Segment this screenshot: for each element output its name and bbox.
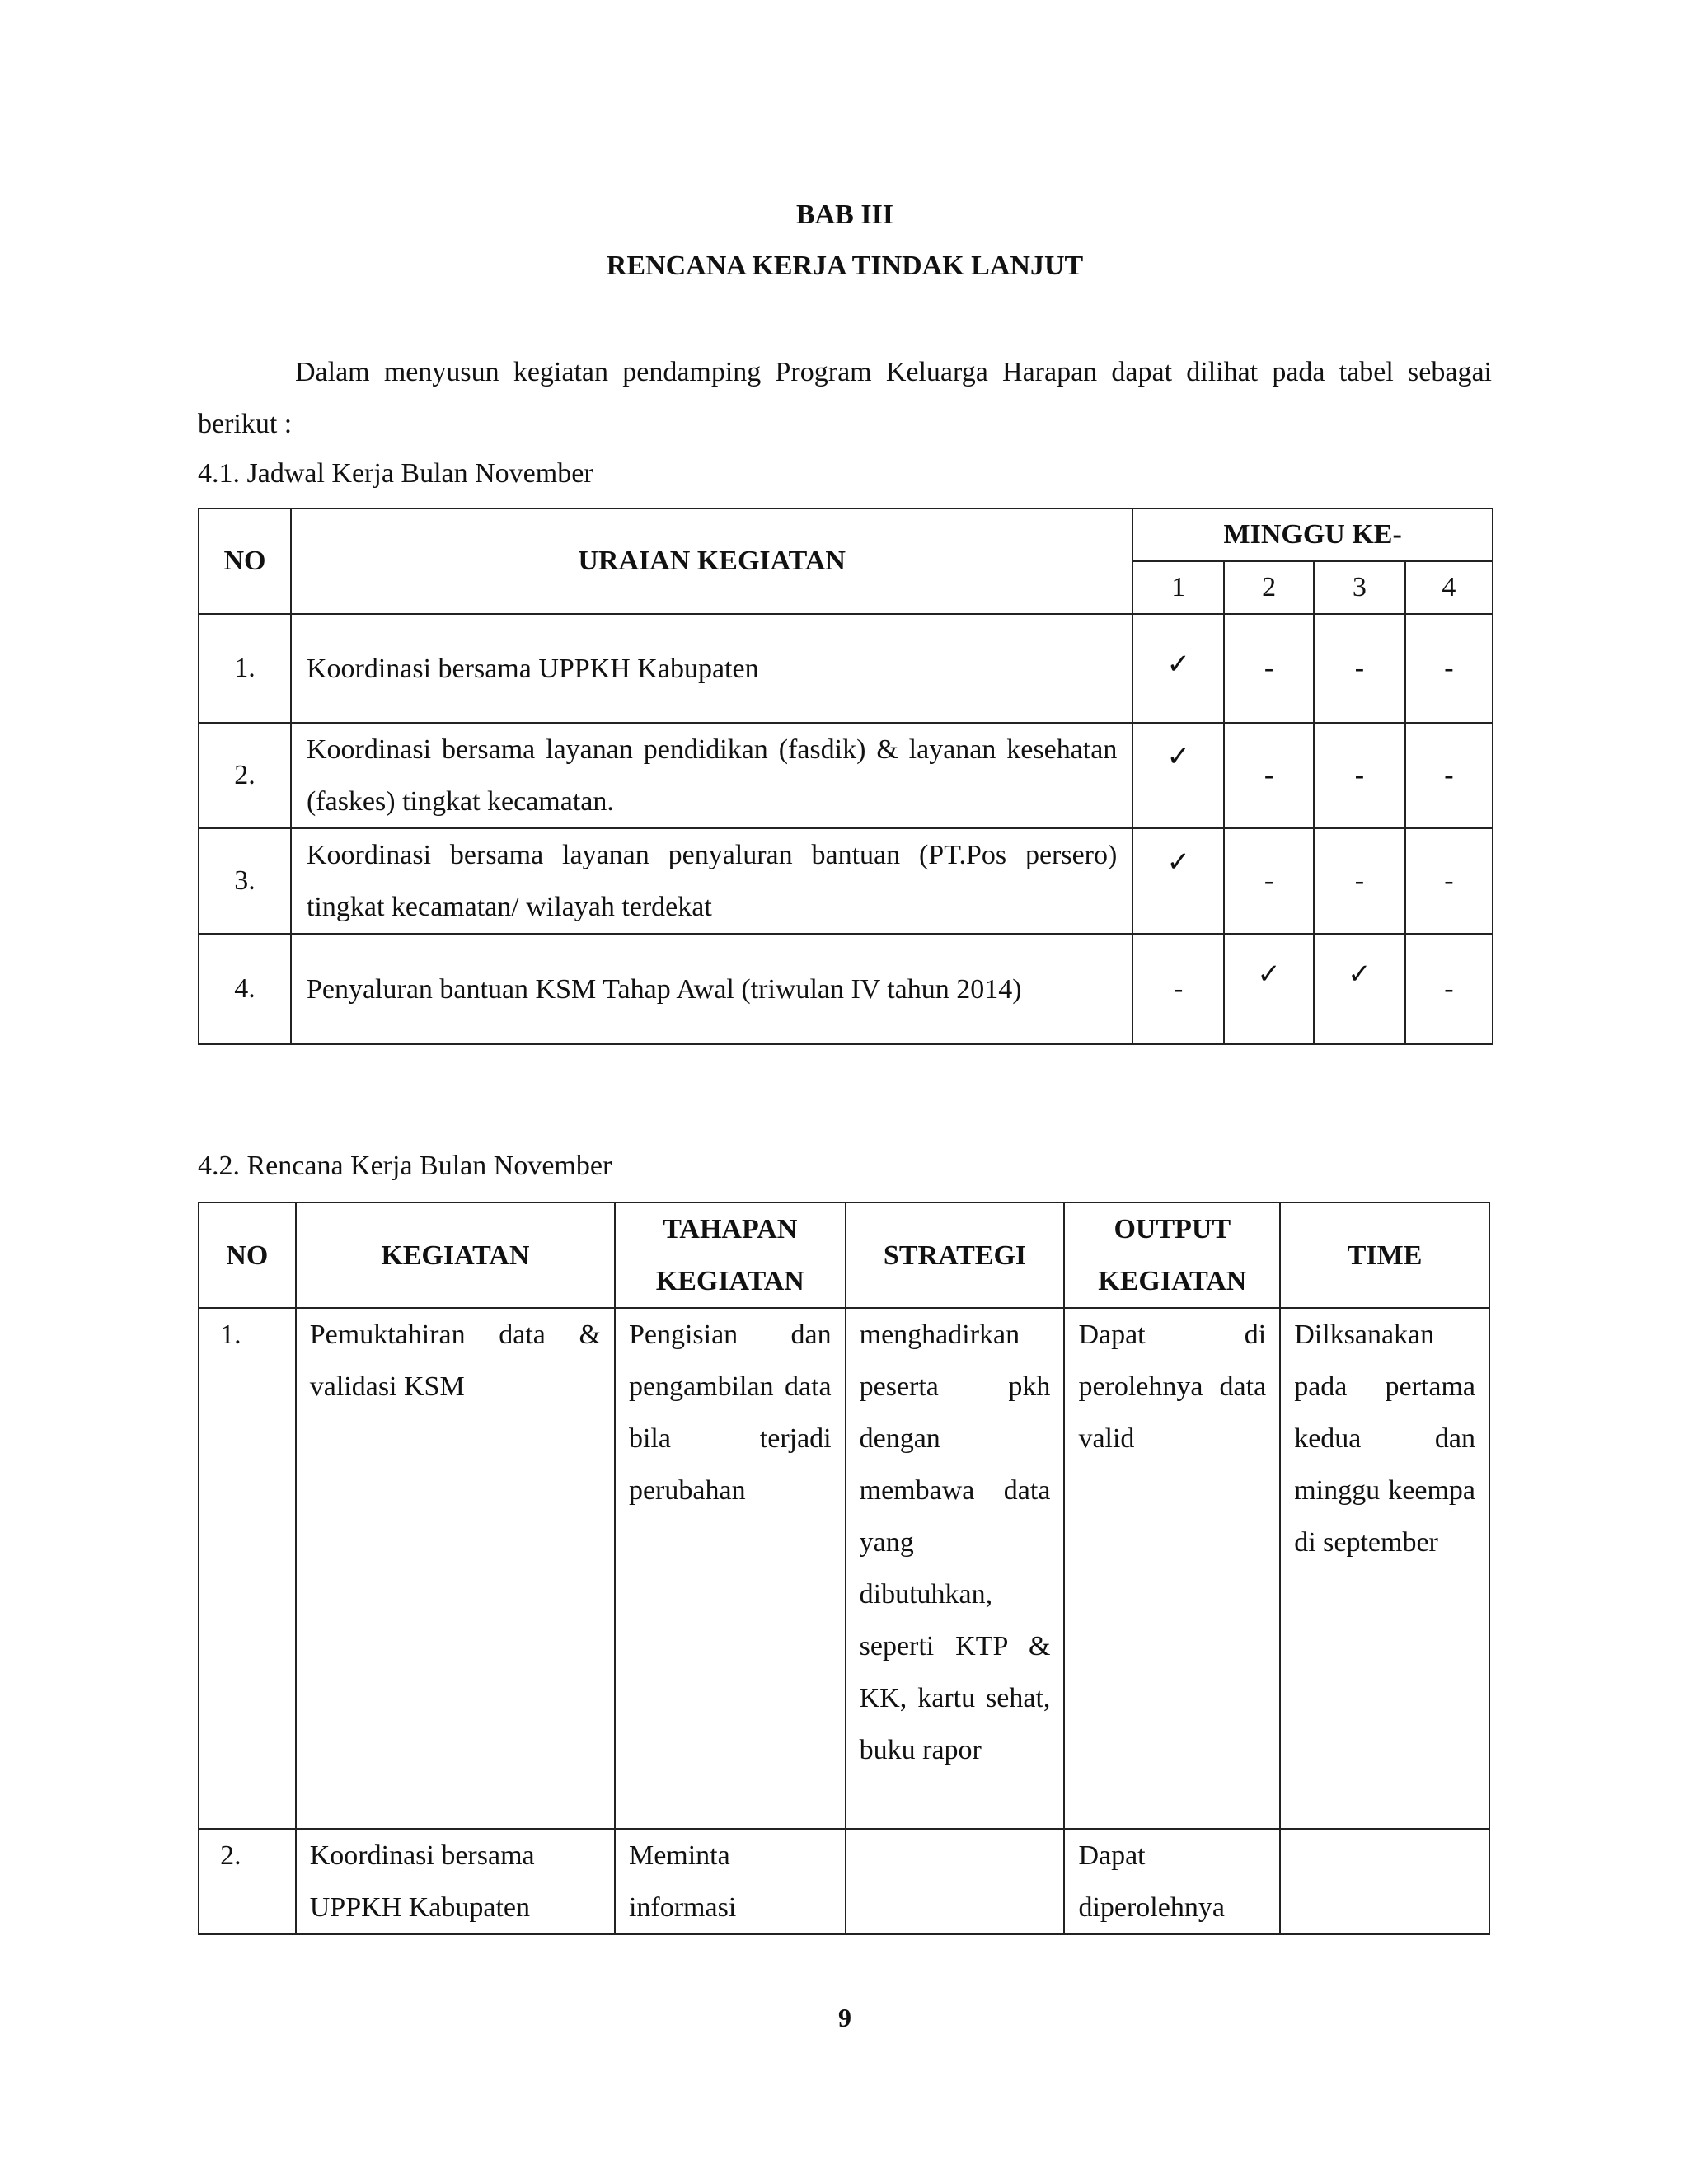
row-no: 3.	[199, 828, 291, 934]
header-week-4: 4	[1405, 561, 1493, 614]
header-no: NO	[199, 509, 291, 614]
row-output: Dapat di perolehnya data valid	[1064, 1308, 1280, 1829]
dash-mark: -	[1405, 614, 1493, 723]
row-strategi	[846, 1829, 1065, 1934]
dash-mark: -	[1405, 828, 1493, 934]
header-week-3: 3	[1314, 561, 1405, 614]
header-week-1: 1	[1132, 561, 1224, 614]
header-tahapan: TAHAPAN KEGIATAN	[615, 1202, 846, 1308]
dash-mark: -	[1405, 934, 1493, 1044]
row-output: Dapat diperolehnya	[1064, 1829, 1280, 1934]
table-row	[199, 723, 1493, 828]
section2-caption: 4.2. Rencana Kerja Bulan November	[198, 1151, 612, 1181]
table-row	[199, 934, 1493, 1044]
row-no: 2.	[199, 723, 291, 828]
row-no: 1.	[199, 1308, 296, 1829]
header-uraian: URAIAN KEGIATAN	[291, 509, 1132, 614]
check-icon: ✓	[1314, 934, 1405, 1044]
check-icon: ✓	[1224, 934, 1314, 1044]
row-uraian: Koordinasi bersama UPPKH Kabupaten	[291, 614, 1132, 723]
table-row	[199, 614, 1493, 723]
table-row	[199, 1308, 1489, 1829]
header-strategi: STRATEGI	[846, 1202, 1065, 1308]
header-week-2: 2	[1224, 561, 1314, 614]
dash-mark: -	[1314, 614, 1405, 723]
row-strategi: menghadirkan peserta pkh dengan membawa data yang dibutuhkan, seperti KTP & KK, kartu sehat, buku rapor	[846, 1308, 1065, 1829]
row-no: 4.	[199, 934, 291, 1044]
dash-mark: -	[1224, 614, 1314, 723]
row-time	[1280, 1829, 1489, 1934]
check-icon: ✓	[1132, 723, 1224, 828]
row-kegiatan: Koordinasi bersama UPPKH Kabupaten	[296, 1829, 615, 1934]
header-kegiatan: KEGIATAN	[296, 1202, 615, 1308]
page-number: 9	[838, 2003, 851, 2032]
plan-table	[198, 1202, 1490, 1935]
dash-mark: -	[1314, 828, 1405, 934]
dash-mark: -	[1132, 934, 1224, 1044]
header-minggu: MINGGU KE-	[1132, 509, 1493, 561]
table-row	[199, 828, 1493, 934]
chapter-title: RENCANA KERJA TINDAK LANJUT	[606, 251, 1084, 281]
header-no: NO	[199, 1202, 296, 1308]
dash-mark: -	[1224, 723, 1314, 828]
table-row	[199, 1829, 1489, 1934]
row-no: 2.	[199, 1829, 296, 1934]
row-no: 1.	[199, 614, 291, 723]
header-time: TIME	[1280, 1202, 1489, 1308]
row-kegiatan: Pemuktahiran data & validasi KSM	[296, 1308, 615, 1829]
dash-mark: -	[1405, 723, 1493, 828]
row-uraian: Penyaluran bantuan KSM Tahap Awal (triwulan IV tahun 2014)	[291, 934, 1132, 1044]
row-uraian: Koordinasi bersama layanan penyaluran bantuan (PT.Pos persero) tingkat kecamatan/ wilayah terdekat	[291, 828, 1132, 934]
check-icon: ✓	[1132, 828, 1224, 934]
dash-mark: -	[1224, 828, 1314, 934]
row-uraian: Koordinasi bersama layanan pendidikan (fasdik) & layanan kesehatan (faskes) tingkat kecamatan.	[291, 723, 1132, 828]
check-icon: ✓	[1132, 614, 1224, 723]
header-output: OUTPUT KEGIATAN	[1064, 1202, 1280, 1308]
row-tahapan: Pengisian dan pengambilan data bila terjadi perubahan	[615, 1308, 846, 1829]
chapter-label: BAB III	[795, 199, 894, 230]
row-time: Dilksanakan pada pertama kedua dan minggu keempa di september	[1280, 1308, 1489, 1829]
intro-paragraph: Dalam menyusun kegiatan pendamping Program Keluarga Harapan dapat dilihat pada tabel sebagai berikut :	[198, 357, 1492, 439]
dash-mark: -	[1314, 723, 1405, 828]
section1-caption: 4.1. Jadwal Kerja Bulan November	[198, 458, 593, 489]
row-tahapan: Meminta informasi	[615, 1829, 846, 1934]
schedule-table	[198, 508, 1493, 1045]
